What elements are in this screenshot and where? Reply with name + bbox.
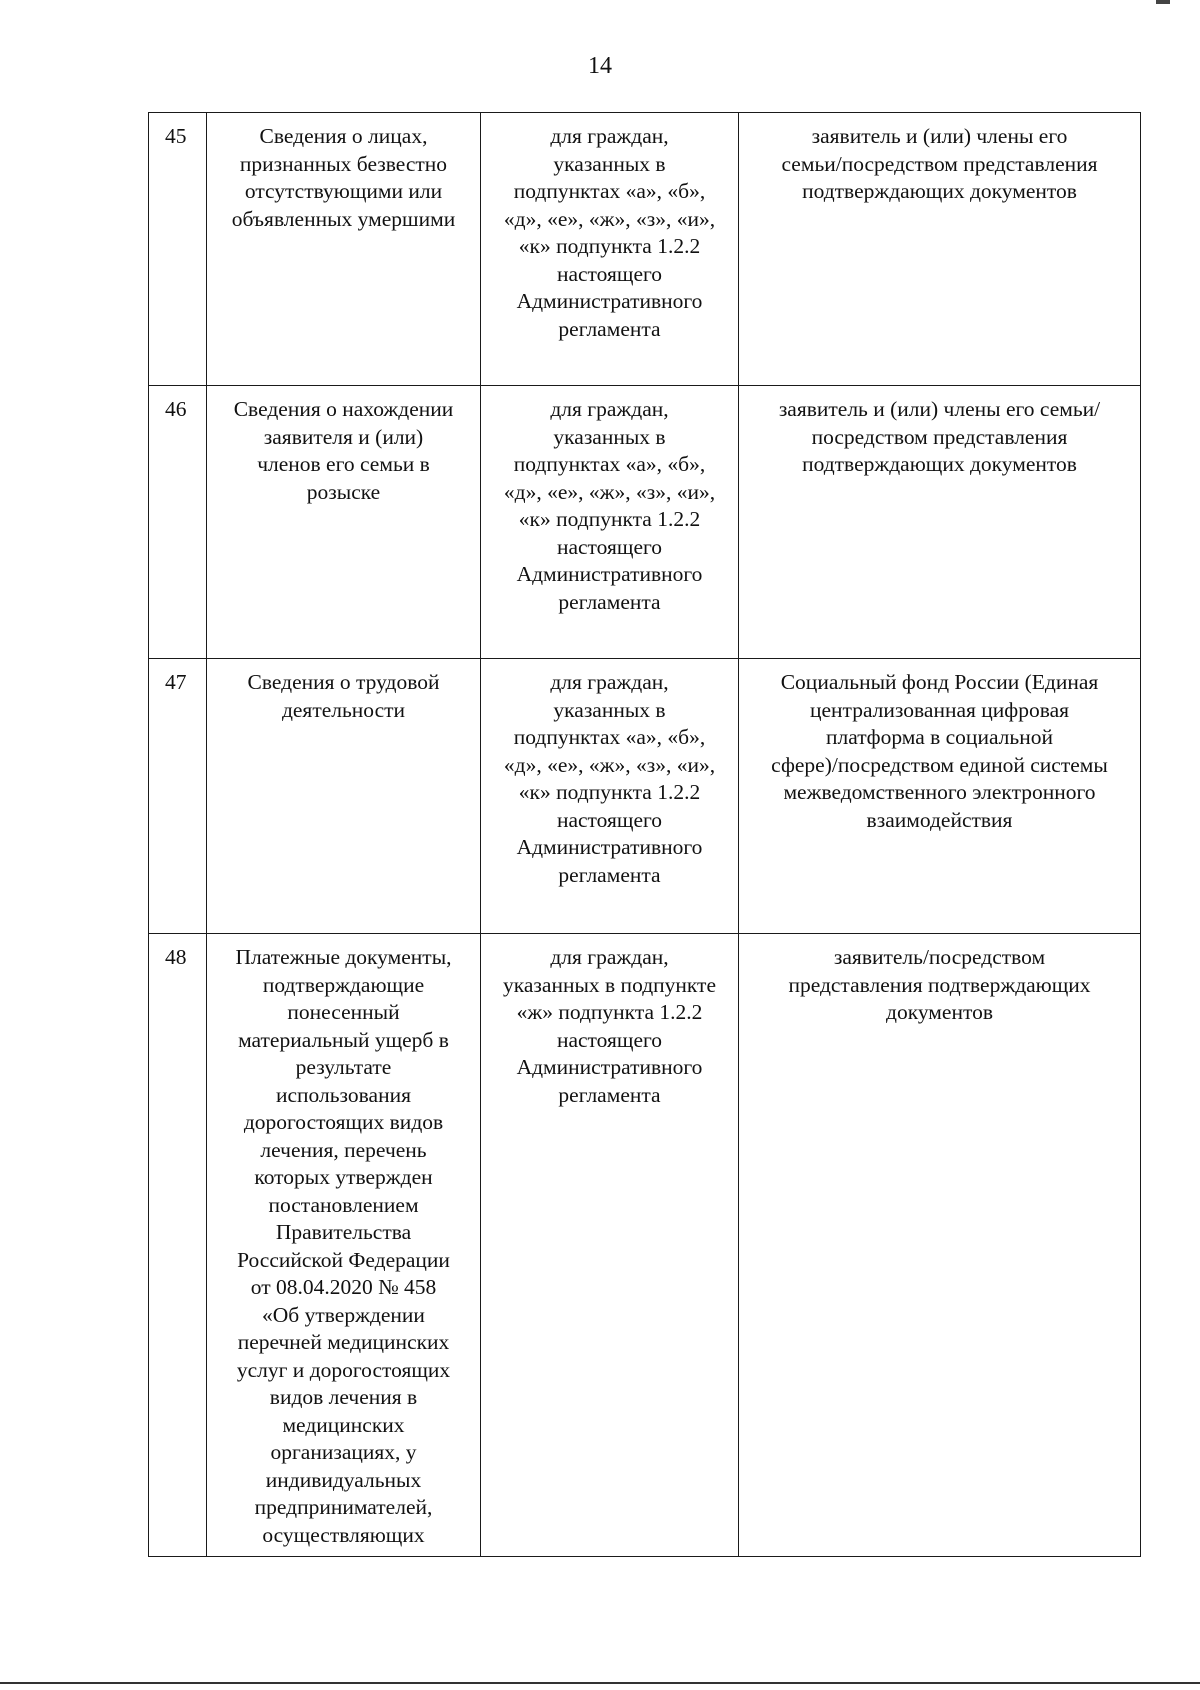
applicant-category: для граждан, указанных в подпунктах «а», «б», «д», «е», «ж», «з», «и», «к» подпункта 1.2.2 настоящего Административного регламента (481, 659, 739, 934)
row-number: 47 (149, 659, 207, 934)
row-number: 45 (149, 113, 207, 386)
document-source: Социальный фонд России (Единая централизованная цифровая платформа в социальной сфере)/посредством единой системы межведомственного электронного взаимодействия (739, 659, 1141, 934)
applicant-category: для граждан, указанных в подпунктах «а», «б», «д», «е», «ж», «з», «и», «к» подпункта 1.2.2 настоящего Административного регламента (481, 113, 739, 386)
document-source: заявитель/посредством представления подтверждающих документов (739, 934, 1141, 1557)
row-number: 48 (149, 934, 207, 1557)
page-number: 14 (588, 53, 612, 79)
table-row (149, 113, 1141, 386)
row-number: 46 (149, 386, 207, 659)
document-name: Платежные документы, подтверждающие понесенный материальный ущерб в результате использования дорогостоящих видов лечения, перечень которых утвержден постановлением Правительства Российской Федерации от 08.04.2020 № 458 «Об утверждении перечней медицинских услуг и дорогостоящих видов лечения в медицинских организациях, у индивидуальных предпринимателей, осуществляющих (207, 934, 481, 1557)
scan-mark (1156, 0, 1170, 4)
applicant-category: для граждан, указанных в подпунктах «а», «б», «д», «е», «ж», «з», «и», «к» подпункта 1.2.2 настоящего Административного регламента (481, 386, 739, 659)
documents-table (148, 112, 1141, 1557)
document-name: Сведения о лицах, признанных безвестно отсутствующими или объявленных умершими (207, 113, 481, 386)
table-row (149, 934, 1141, 1557)
bottom-scan-edge (0, 1682, 1200, 1684)
document-name: Сведения о нахождении заявителя и (или) членов его семьи в розыске (207, 386, 481, 659)
applicant-category: для граждан, указанных в подпункте «ж» подпункта 1.2.2 настоящего Административного регламента (481, 934, 739, 1557)
document-source: заявитель и (или) члены его семьи/посредством представления подтверждающих документов (739, 113, 1141, 386)
document-name: Сведения о трудовой деятельности (207, 659, 481, 934)
table-row (149, 659, 1141, 934)
document-source: заявитель и (или) члены его семьи/ посредством представления подтверждающих документов (739, 386, 1141, 659)
table-row (149, 386, 1141, 659)
